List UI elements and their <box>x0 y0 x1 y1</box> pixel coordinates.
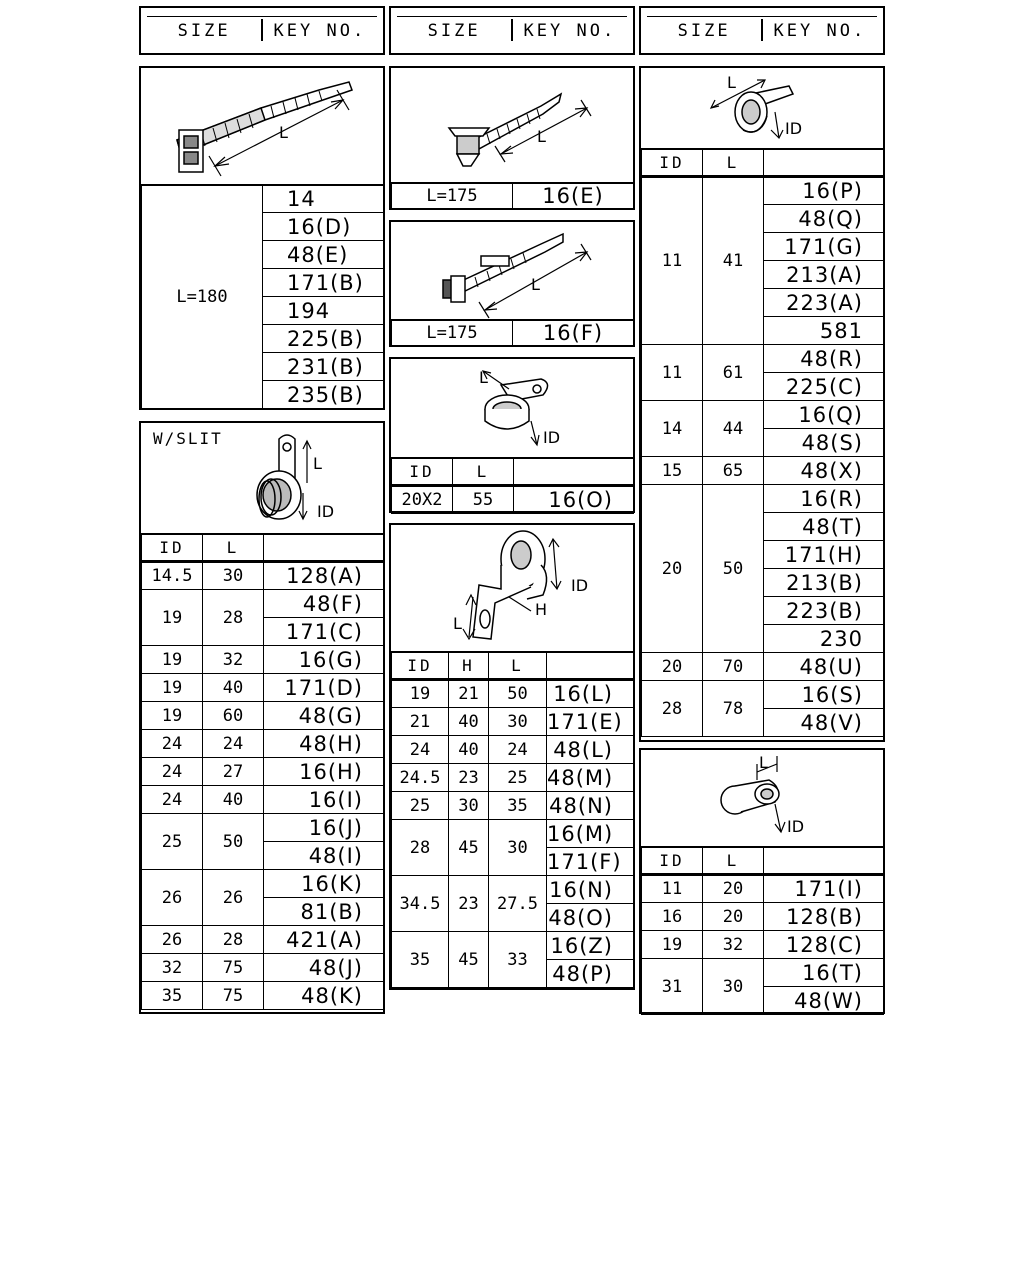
l-cell: 30 <box>489 708 547 736</box>
table-row <box>142 926 384 954</box>
id-cell: 19 <box>142 646 203 674</box>
id-cell: 25 <box>142 814 203 870</box>
dim-label-id: ID <box>571 576 589 595</box>
table-row <box>392 736 634 764</box>
dim-label-id: ID <box>785 119 803 138</box>
l-cell: 55 <box>453 486 514 514</box>
flat-clip-icon <box>391 359 633 457</box>
size-cell: L=175 <box>392 183 513 209</box>
l-cell: 20 <box>703 903 764 931</box>
size-header: SIZE <box>677 21 731 41</box>
l-cell: 20 <box>703 875 764 903</box>
bracket-clip-figure <box>391 525 633 653</box>
col-id: ID <box>392 652 449 680</box>
id-cell: 11 <box>642 875 703 903</box>
key-cell: 128(B) <box>764 903 884 931</box>
key-cell: 48(R) <box>764 345 884 373</box>
l-cell: 28 <box>203 590 264 646</box>
l-cell: 75 <box>203 982 264 1010</box>
table-row <box>142 674 384 702</box>
col-id: ID <box>642 149 703 177</box>
table-row <box>642 875 884 903</box>
col-id: ID <box>392 458 453 486</box>
key-cell: 16(M) <box>547 820 634 848</box>
id-cell: 15 <box>642 457 703 485</box>
l-cell: 78 <box>703 681 764 737</box>
key-cell: 48(F) <box>264 590 384 618</box>
l-cell: 30 <box>203 562 264 590</box>
key-cell: 16(T) <box>764 959 884 987</box>
id-cell: 19 <box>142 702 203 730</box>
key-cell: 16(R) <box>764 485 884 513</box>
key-cell: 421(A) <box>264 926 384 954</box>
tie-clip-e-figure <box>391 68 633 184</box>
key-cell: 48(I) <box>264 842 384 870</box>
l-cell: 60 <box>203 702 264 730</box>
table-row <box>392 792 634 820</box>
id-cell: 14.5 <box>142 562 203 590</box>
key-cell: 223(B) <box>764 597 884 625</box>
key-cell: 171(H) <box>764 541 884 569</box>
table-row <box>642 177 884 205</box>
id-cell: 11 <box>642 177 703 345</box>
key-cell: 48(G) <box>264 702 384 730</box>
key-cell: 171(F) <box>547 848 634 876</box>
dim-label-l: L <box>531 275 540 294</box>
tie-band-panel <box>139 66 385 410</box>
size-cell: L=175 <box>392 320 513 346</box>
key-cell: 48(Q) <box>764 205 884 233</box>
table-row <box>642 959 884 987</box>
loop-clip-table <box>641 148 884 737</box>
key-cell: 48(J) <box>264 954 384 982</box>
table-row <box>142 954 384 982</box>
table-row <box>142 185 384 213</box>
dim-label-l: L <box>759 753 768 772</box>
flat-clip-figure <box>391 359 633 459</box>
col-l: L <box>703 847 764 875</box>
dim-label-id: ID <box>317 502 335 521</box>
table-row <box>142 982 384 1010</box>
l-cell: 50 <box>489 680 547 708</box>
h-cell: 40 <box>449 736 489 764</box>
key-cell: 48(N) <box>547 792 634 820</box>
tie-clip-f-panel <box>389 220 635 347</box>
h-cell: 45 <box>449 932 489 988</box>
l-cell: 30 <box>489 820 547 876</box>
id-cell: 35 <box>392 932 449 988</box>
tie-clip-e-icon <box>391 68 633 182</box>
dim-label-l: L <box>479 368 488 387</box>
id-cell: 21 <box>392 708 449 736</box>
id-cell: 14 <box>642 401 703 457</box>
l-cell: 65 <box>703 457 764 485</box>
l-cell: 50 <box>203 814 264 870</box>
size-header: SIZE <box>427 21 481 41</box>
l-cell: 32 <box>203 646 264 674</box>
l-cell: 24 <box>203 730 264 758</box>
tie-band-table <box>141 184 384 409</box>
key-cell: 128(A) <box>264 562 384 590</box>
key-cell: 48(O) <box>547 904 634 932</box>
dim-label-l: L <box>453 614 462 633</box>
key-cell: 81(B) <box>264 898 384 926</box>
dim-label-h: H <box>535 600 548 619</box>
key-cell: 48(T) <box>764 513 884 541</box>
table-row <box>642 681 884 709</box>
header-col-2 <box>389 6 635 55</box>
l-cell: 27.5 <box>489 876 547 932</box>
id-cell: 24 <box>142 730 203 758</box>
id-cell: 19 <box>142 590 203 646</box>
pipe-clip-figure <box>641 750 883 848</box>
key-cell: 16(Q) <box>764 401 884 429</box>
col-l: L <box>203 534 264 562</box>
col-l: L <box>453 458 514 486</box>
id-cell: 28 <box>642 681 703 737</box>
l-cell: 27 <box>203 758 264 786</box>
id-cell: 24 <box>392 736 449 764</box>
key-cell: 235(B) <box>263 381 384 409</box>
key-cell: 230 <box>764 625 884 653</box>
tie-clip-e-table <box>391 182 634 209</box>
id-cell: 24.5 <box>392 764 449 792</box>
table-row <box>142 870 384 898</box>
id-cell: 32 <box>142 954 203 982</box>
l-cell: 25 <box>489 764 547 792</box>
key-no-header: KEY NO. <box>773 21 867 41</box>
table-row <box>142 646 384 674</box>
id-cell: 11 <box>642 345 703 401</box>
l-cell: 30 <box>703 959 764 1015</box>
key-cell: 14 <box>263 185 384 213</box>
dim-label-l: L <box>537 127 546 146</box>
loop-clip-icon <box>641 68 883 148</box>
col-id: ID <box>642 847 703 875</box>
l-cell: 26 <box>203 870 264 926</box>
id-cell: 24 <box>142 758 203 786</box>
key-cell: 213(B) <box>764 569 884 597</box>
key-cell: 16(O) <box>514 486 634 514</box>
col-l: L <box>703 149 764 177</box>
table-row <box>642 653 884 681</box>
bracket-clip-panel <box>389 523 635 990</box>
table-row <box>392 764 634 792</box>
key-cell: 16(Z) <box>547 932 634 960</box>
key-cell: 48(W) <box>764 987 884 1015</box>
h-cell: 40 <box>449 708 489 736</box>
table-row <box>142 786 384 814</box>
key-cell: 48(L) <box>547 736 634 764</box>
id-cell: 31 <box>642 959 703 1015</box>
table-row <box>142 730 384 758</box>
key-cell: 225(B) <box>263 325 384 353</box>
id-cell: 26 <box>142 870 203 926</box>
key-cell: 16(D) <box>263 213 384 241</box>
id-cell: 25 <box>392 792 449 820</box>
key-cell: 48(P) <box>547 960 634 988</box>
id-cell: 28 <box>392 820 449 876</box>
key-cell: 231(B) <box>263 353 384 381</box>
table-row <box>642 903 884 931</box>
table-row <box>642 345 884 373</box>
slit-clip-figure <box>141 423 383 535</box>
h-cell: 23 <box>449 876 489 932</box>
key-cell: 16(J) <box>264 814 384 842</box>
id-cell: 35 <box>142 982 203 1010</box>
pipe-clip-panel <box>639 748 885 1014</box>
dim-label-l: L <box>313 454 322 473</box>
key-cell: 225(C) <box>764 373 884 401</box>
tie-band-icon <box>141 68 383 184</box>
l-cell: 61 <box>703 345 764 401</box>
header-col-3 <box>639 6 885 55</box>
table-row <box>392 876 634 904</box>
key-no-header: KEY NO. <box>523 21 617 41</box>
l-cell: 75 <box>203 954 264 982</box>
table-row <box>392 932 634 960</box>
key-cell: 171(D) <box>264 674 384 702</box>
id-cell: 19 <box>642 931 703 959</box>
key-cell: 48(X) <box>764 457 884 485</box>
table-row <box>642 485 884 513</box>
key-cell: 171(B) <box>263 269 384 297</box>
dim-label-id: ID <box>543 428 561 447</box>
slit-clip-icon <box>141 423 383 533</box>
col-h: H <box>449 652 489 680</box>
l-cell: 24 <box>489 736 547 764</box>
key-cell: 16(N) <box>547 876 634 904</box>
key-cell: 16(P) <box>764 177 884 205</box>
dim-label-l: L <box>727 73 736 92</box>
id-cell: 20 <box>642 485 703 653</box>
id-cell: 34.5 <box>392 876 449 932</box>
l-cell: 40 <box>203 674 264 702</box>
h-cell: 21 <box>449 680 489 708</box>
l-cell: 35 <box>489 792 547 820</box>
size-header: SIZE <box>177 21 231 41</box>
table-row <box>392 708 634 736</box>
l-cell: 33 <box>489 932 547 988</box>
slit-title: W/SLIT <box>153 429 223 448</box>
loop-clip-figure <box>641 68 883 150</box>
id-cell: 26 <box>142 926 203 954</box>
id-cell: 20 <box>642 653 703 681</box>
size-cell: L=180 <box>142 185 263 409</box>
pipe-clip-table <box>641 846 884 1015</box>
key-cell: 48(V) <box>764 709 884 737</box>
key-cell: 16(S) <box>764 681 884 709</box>
table-row <box>142 562 384 590</box>
key-no-header: KEY NO. <box>273 21 367 41</box>
id-cell: 19 <box>392 680 449 708</box>
key-cell: 16(G) <box>264 646 384 674</box>
key-cell: 171(I) <box>764 875 884 903</box>
id-cell: 16 <box>642 903 703 931</box>
key-cell: 16(E) <box>513 183 634 209</box>
id-cell: 19 <box>142 674 203 702</box>
table-row <box>642 457 884 485</box>
table-row <box>392 820 634 848</box>
key-cell: 171(G) <box>764 233 884 261</box>
tie-clip-e-panel <box>389 66 635 210</box>
l-cell: 32 <box>703 931 764 959</box>
l-cell: 40 <box>203 786 264 814</box>
key-cell: 223(A) <box>764 289 884 317</box>
key-cell: 171(E) <box>547 708 634 736</box>
key-cell: 16(F) <box>513 320 634 346</box>
l-cell: 50 <box>703 485 764 653</box>
table-row <box>142 814 384 842</box>
loop-clip-panel <box>639 66 885 742</box>
key-cell: 16(I) <box>264 786 384 814</box>
key-cell: 48(U) <box>764 653 884 681</box>
slit-clip-panel <box>139 421 385 1014</box>
bracket-clip-table <box>391 651 634 988</box>
key-cell: 171(C) <box>264 618 384 646</box>
tie-band-figure <box>141 68 383 186</box>
table-row <box>642 401 884 429</box>
key-cell: 48(E) <box>263 241 384 269</box>
tie-clip-f-figure <box>391 222 633 321</box>
table-row <box>642 931 884 959</box>
key-cell: 48(H) <box>264 730 384 758</box>
table-row <box>142 702 384 730</box>
table-row <box>142 590 384 618</box>
key-cell: 16(K) <box>264 870 384 898</box>
l-cell: 44 <box>703 401 764 457</box>
bracket-clip-icon <box>391 525 633 651</box>
id-cell: 20X2 <box>392 486 453 514</box>
key-cell: 16(H) <box>264 758 384 786</box>
col-l: L <box>489 652 547 680</box>
table-row <box>392 680 634 708</box>
header-col-1 <box>139 6 385 55</box>
h-cell: 45 <box>449 820 489 876</box>
dim-label-id: ID <box>787 817 805 836</box>
slit-clip-table <box>141 533 384 1010</box>
key-cell: 213(A) <box>764 261 884 289</box>
l-cell: 28 <box>203 926 264 954</box>
tie-clip-f-icon <box>391 222 633 319</box>
col-id: ID <box>142 534 203 562</box>
flat-clip-panel <box>389 357 635 513</box>
key-cell: 581 <box>764 317 884 345</box>
tie-clip-f-table <box>391 319 634 346</box>
l-cell: 41 <box>703 177 764 345</box>
key-cell: 16(L) <box>547 680 634 708</box>
key-cell: 48(S) <box>764 429 884 457</box>
dim-label-l: L <box>279 123 288 142</box>
l-cell: 70 <box>703 653 764 681</box>
key-cell: 128(C) <box>764 931 884 959</box>
id-cell: 24 <box>142 786 203 814</box>
flat-clip-table <box>391 457 634 514</box>
pipe-clip-icon <box>641 750 883 846</box>
key-cell: 48(M) <box>547 764 634 792</box>
key-cell: 194 <box>263 297 384 325</box>
h-cell: 23 <box>449 764 489 792</box>
table-row <box>142 758 384 786</box>
key-cell: 48(K) <box>264 982 384 1010</box>
h-cell: 30 <box>449 792 489 820</box>
